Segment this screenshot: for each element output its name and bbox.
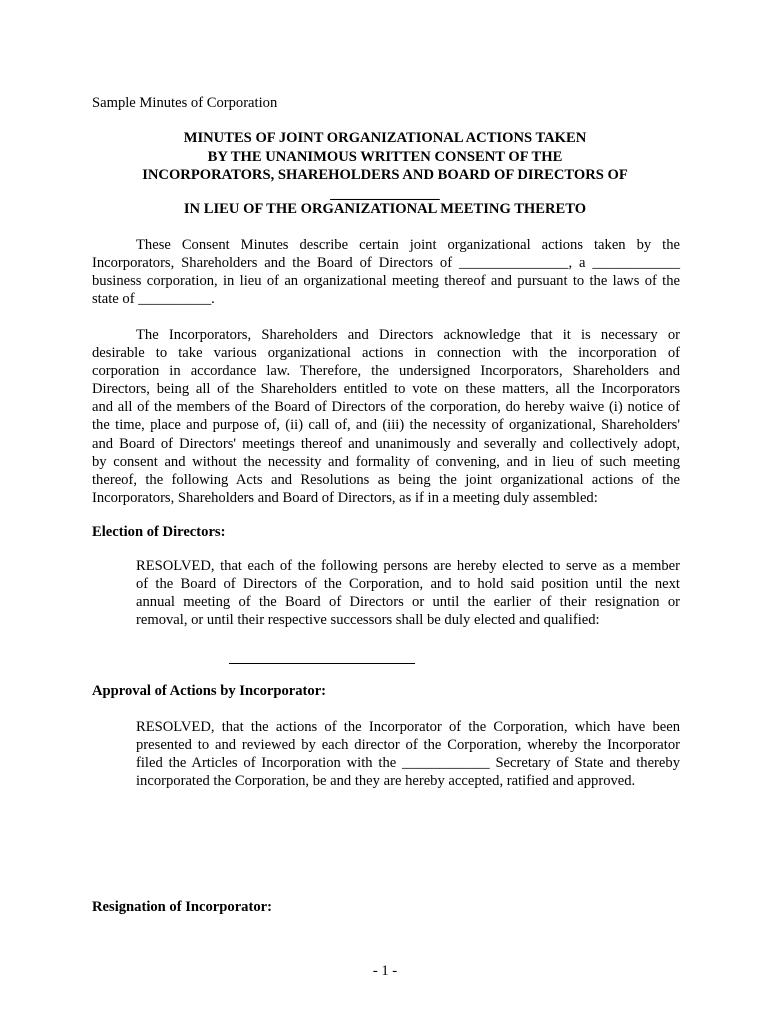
acknowledgment-line: Incorporators, Shareholders and Board of Directors, as if in a meeting duly assembled: bbox=[92, 489, 598, 506]
approval-line: incorporated the Corporation, be and they are hereby accepted, ratified and approved. bbox=[136, 773, 636, 790]
election-resolution bbox=[136, 557, 680, 629]
election-line: RESOLVED, that each of the following persons are hereby elected to serve as a member bbox=[136, 558, 680, 574]
acknowledgment-line: and all of the members of the Board of Directors of the corporation, do hereby waive (i) notice of bbox=[92, 399, 680, 416]
resignation-heading: Resignation of Incorporator: bbox=[92, 899, 272, 915]
title-line-2: BY THE UNANIMOUS WRITTEN CONSENT OF THE bbox=[207, 148, 563, 165]
approval-heading: Approval of Actions by Incorporator: bbox=[92, 683, 327, 699]
election-line: removal, or until their respective successors shall be duly elected and qualified: bbox=[136, 612, 600, 629]
election-line: of the Board of Directors of the Corporation, and to hold said position until the next bbox=[136, 576, 680, 593]
election-line: annual meeting of the Board of Directors or until the earlier of their resignation or bbox=[136, 594, 680, 611]
acknowledgment-line: desirable to take various organizational actions in connection with the incorporation of bbox=[92, 345, 680, 362]
acknowledgment-paragraph bbox=[92, 326, 680, 507]
director-name-line bbox=[229, 663, 415, 664]
acknowledgment-line: thereof, the following Acts and Resolutions as being the joint organizational actions of the bbox=[92, 471, 680, 488]
approval-line: presented to and reviewed by each director of the Corporation, whereby the Incorporator bbox=[136, 737, 680, 754]
approval-line: RESOLVED, that the actions of the Incorporator of the Corporation, which have been bbox=[136, 719, 680, 735]
title-line-4: _______________ bbox=[330, 185, 440, 202]
intro-line: business corporation, in lieu of an organizational meeting thereof and pursuant to the laws of the bbox=[92, 273, 680, 290]
intro-line: state of __________. bbox=[92, 291, 215, 308]
intro-line: Incorporators, Shareholders and the Board of Directors of _______________, a ____________ bbox=[92, 255, 680, 272]
title-line-3: INCORPORATORS, SHAREHOLDERS AND BOARD OF DIRECTORS OF bbox=[142, 167, 628, 183]
title-line-1: MINUTES OF JOINT ORGANIZATIONAL ACTIONS TAKEN bbox=[183, 130, 587, 146]
acknowledgment-line: Directors, being all of the Shareholders entitled to vote on these matters, all the Incorporators bbox=[92, 381, 680, 398]
intro-paragraph bbox=[92, 236, 680, 308]
election-heading: Election of Directors: bbox=[92, 524, 226, 540]
approval-resolution bbox=[136, 718, 680, 790]
acknowledgment-line: corporation in accordance law. Therefore, the undersigned Incorporators, Shareholders and bbox=[92, 363, 680, 380]
document-title bbox=[92, 129, 678, 203]
acknowledgment-line: the time, place and purpose of, (ii) call of, and (iii) the necessity of organizational, Shareholders' bbox=[92, 417, 680, 434]
header-label: Sample Minutes of Corporation bbox=[92, 95, 278, 111]
page-number: - 1 - bbox=[372, 963, 398, 979]
title-subtitle: IN LIEU OF THE ORGANIZATIONAL MEETING THERETO bbox=[183, 201, 587, 217]
intro-line: These Consent Minutes describe certain joint organizational actions taken by the bbox=[136, 237, 680, 253]
acknowledgment-line: The Incorporators, Shareholders and Directors acknowledge that it is necessary or bbox=[136, 327, 680, 343]
acknowledgment-line: and Board of Directors' meetings thereof and unanimously and severally and collectively adopt, bbox=[92, 435, 680, 452]
acknowledgment-line: by consent and without the necessity and formality of convening, and in lieu of such meeting bbox=[92, 453, 680, 470]
approval-line: filed the Articles of Incorporation with the ____________ Secretary of State and thereby bbox=[136, 755, 680, 772]
